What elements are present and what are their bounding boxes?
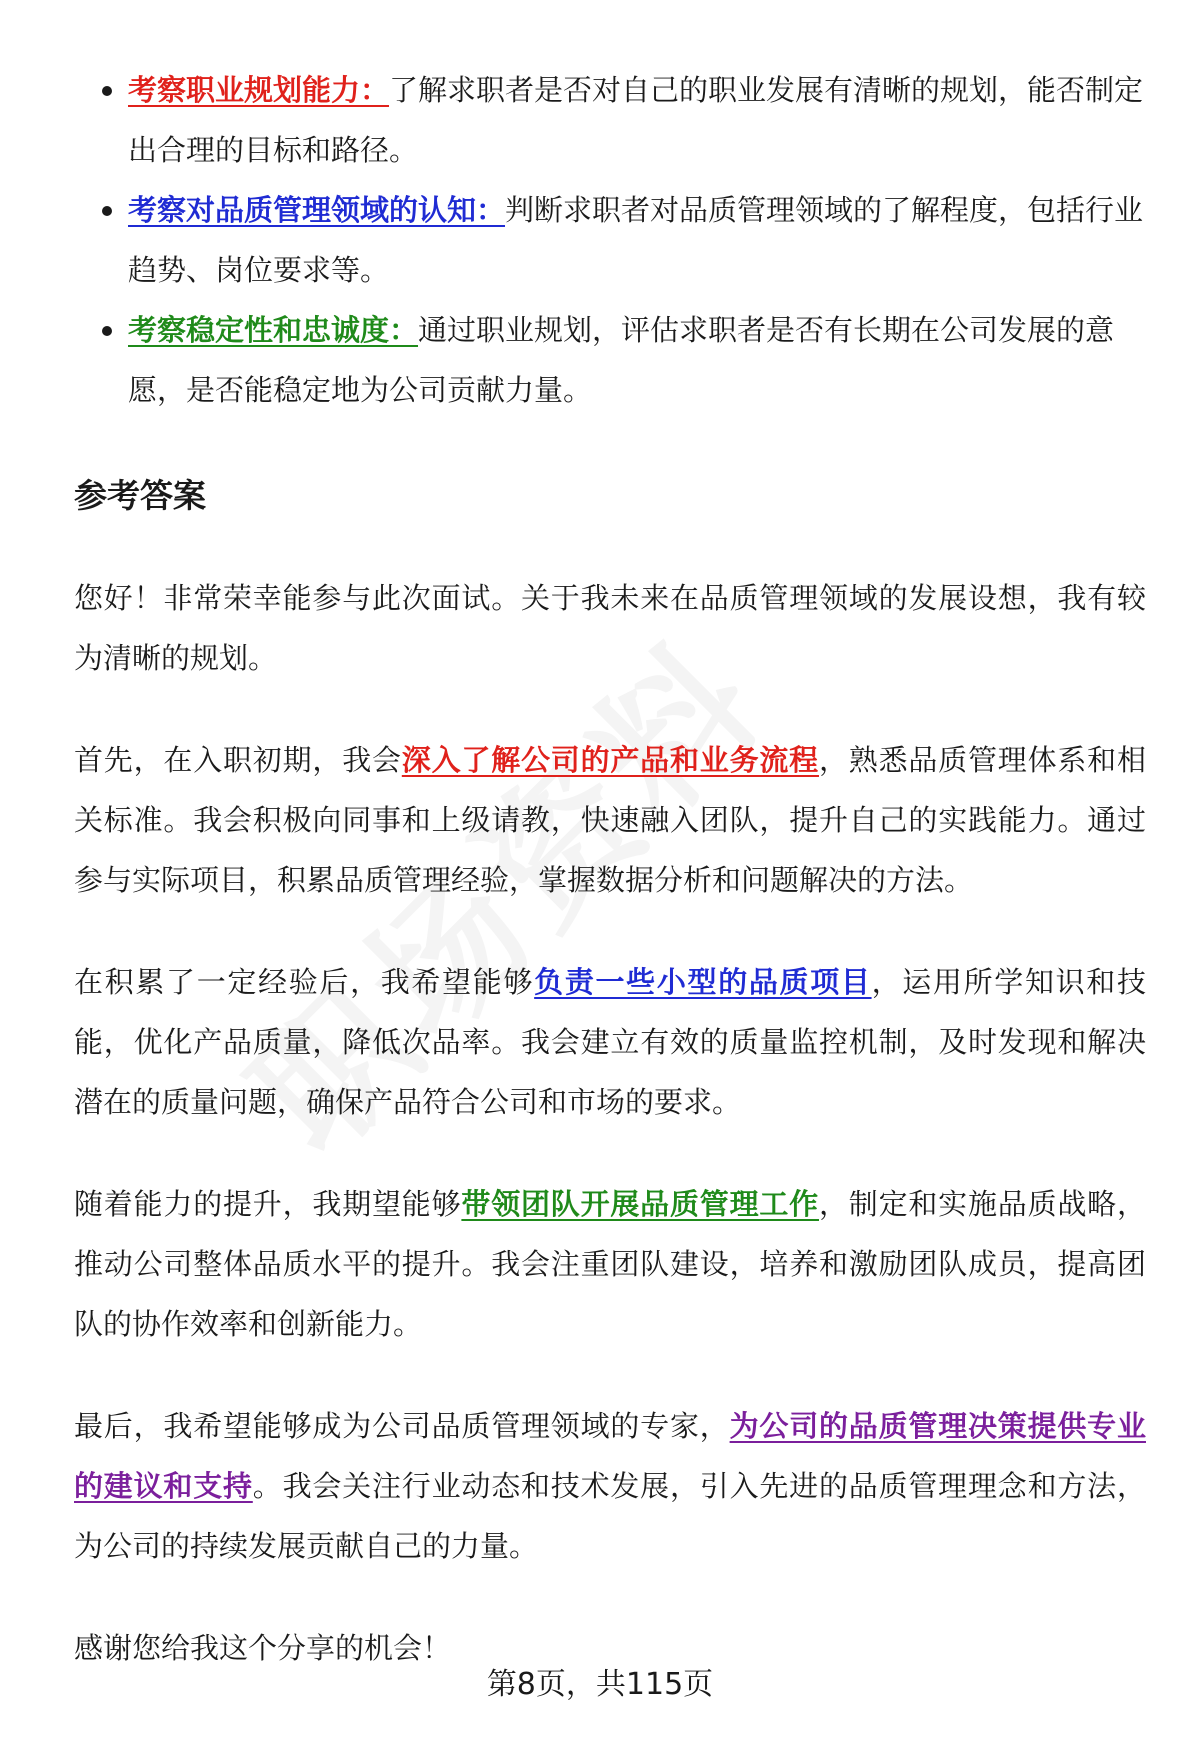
paragraph-text: 。我会关注行业动态和技术发展，引入先进的品质管理理念和方法，为公司的持续发展贡献自己的力量。 — [74, 1469, 1146, 1563]
paragraph-leadership-stage — [74, 1174, 1146, 1354]
paragraph-text: 随着能力的提升，我期望能够 — [74, 1187, 462, 1221]
paragraph-text: ，熟悉品质管理体系和相关标准。我会积极向同事和上级请教，快速融入团队，提升自己的实践能力。通过参与实际项目，积累品质管理经验，掌握数据分析和问题解决的方法。 — [74, 743, 1146, 897]
highlight-text: 深入了解公司的产品和业务流程 — [401, 743, 819, 777]
evaluation-bullet-list — [74, 60, 1146, 420]
page-number-footer: 第8页，共115页 — [486, 1667, 714, 1702]
bullet-dot-icon — [102, 326, 112, 336]
bullet-dot-icon — [102, 206, 112, 216]
bullet-item-career-planning — [74, 60, 1146, 180]
bullet-dot-icon — [102, 86, 112, 96]
bullet-label: 考察稳定性和忠诚度： — [128, 313, 419, 347]
paragraph-thanks: 感谢您给我这个分享的机会！ — [74, 1631, 452, 1665]
paragraph-early-stage — [74, 730, 1146, 910]
paragraph-text: 在积累了一定经验后，我希望能够 — [74, 965, 535, 999]
section-heading: 参考答案 — [74, 476, 206, 515]
paragraph-text: ，运用所学知识和技能，优化产品质量，降低次品率。我会建立有效的质量监控机制，及时发现和解决潜在的质量问题，确保产品符合公司和市场的要求。 — [74, 965, 1146, 1119]
paragraph-expert-stage — [74, 1396, 1146, 1576]
paragraph-text: 首先，在入职初期，我会 — [74, 743, 402, 777]
highlight-text: 带领团队开展品质管理工作 — [461, 1187, 819, 1221]
bullet-label: 考察职业规划能力： — [128, 73, 390, 107]
paragraph-mid-stage — [74, 952, 1146, 1132]
bullet-item-quality-awareness — [74, 180, 1146, 300]
bullet-text: 判断求职者对品质管理领域的了解程度，包括行业趋势、岗位要求等。 — [128, 193, 1144, 287]
bullet-text: 通过职业规划，评估求职者是否有长期在公司发展的意愿，是否能稳定地为公司贡献力量。 — [128, 313, 1115, 407]
highlight-text: 负责一些小型的品质项目 — [534, 965, 872, 999]
highlight-text: 为公司的品质管理决策提供专业的建议和支持 — [74, 1409, 1146, 1503]
paragraph-intro: 您好！非常荣幸能参与此次面试。关于我未来在品质管理领域的发展设想，我有较为清晰的规划。 — [74, 581, 1146, 675]
bullet-label: 考察对品质管理领域的认知： — [128, 193, 506, 227]
document-page — [74, 60, 1146, 1678]
bullet-item-stability-loyalty — [74, 300, 1146, 420]
paragraph-text: 最后，我希望能够成为公司品质管理领域的专家， — [74, 1409, 730, 1443]
bullet-text: 了解求职者是否对自己的职业发展有清晰的规划，能否制定出合理的目标和路径。 — [128, 73, 1144, 167]
paragraph-text: ，制定和实施品质战略，推动公司整体品质水平的提升。我会注重团队建设，培养和激励团队成员，提高团队的协作效率和创新能力。 — [74, 1187, 1146, 1341]
